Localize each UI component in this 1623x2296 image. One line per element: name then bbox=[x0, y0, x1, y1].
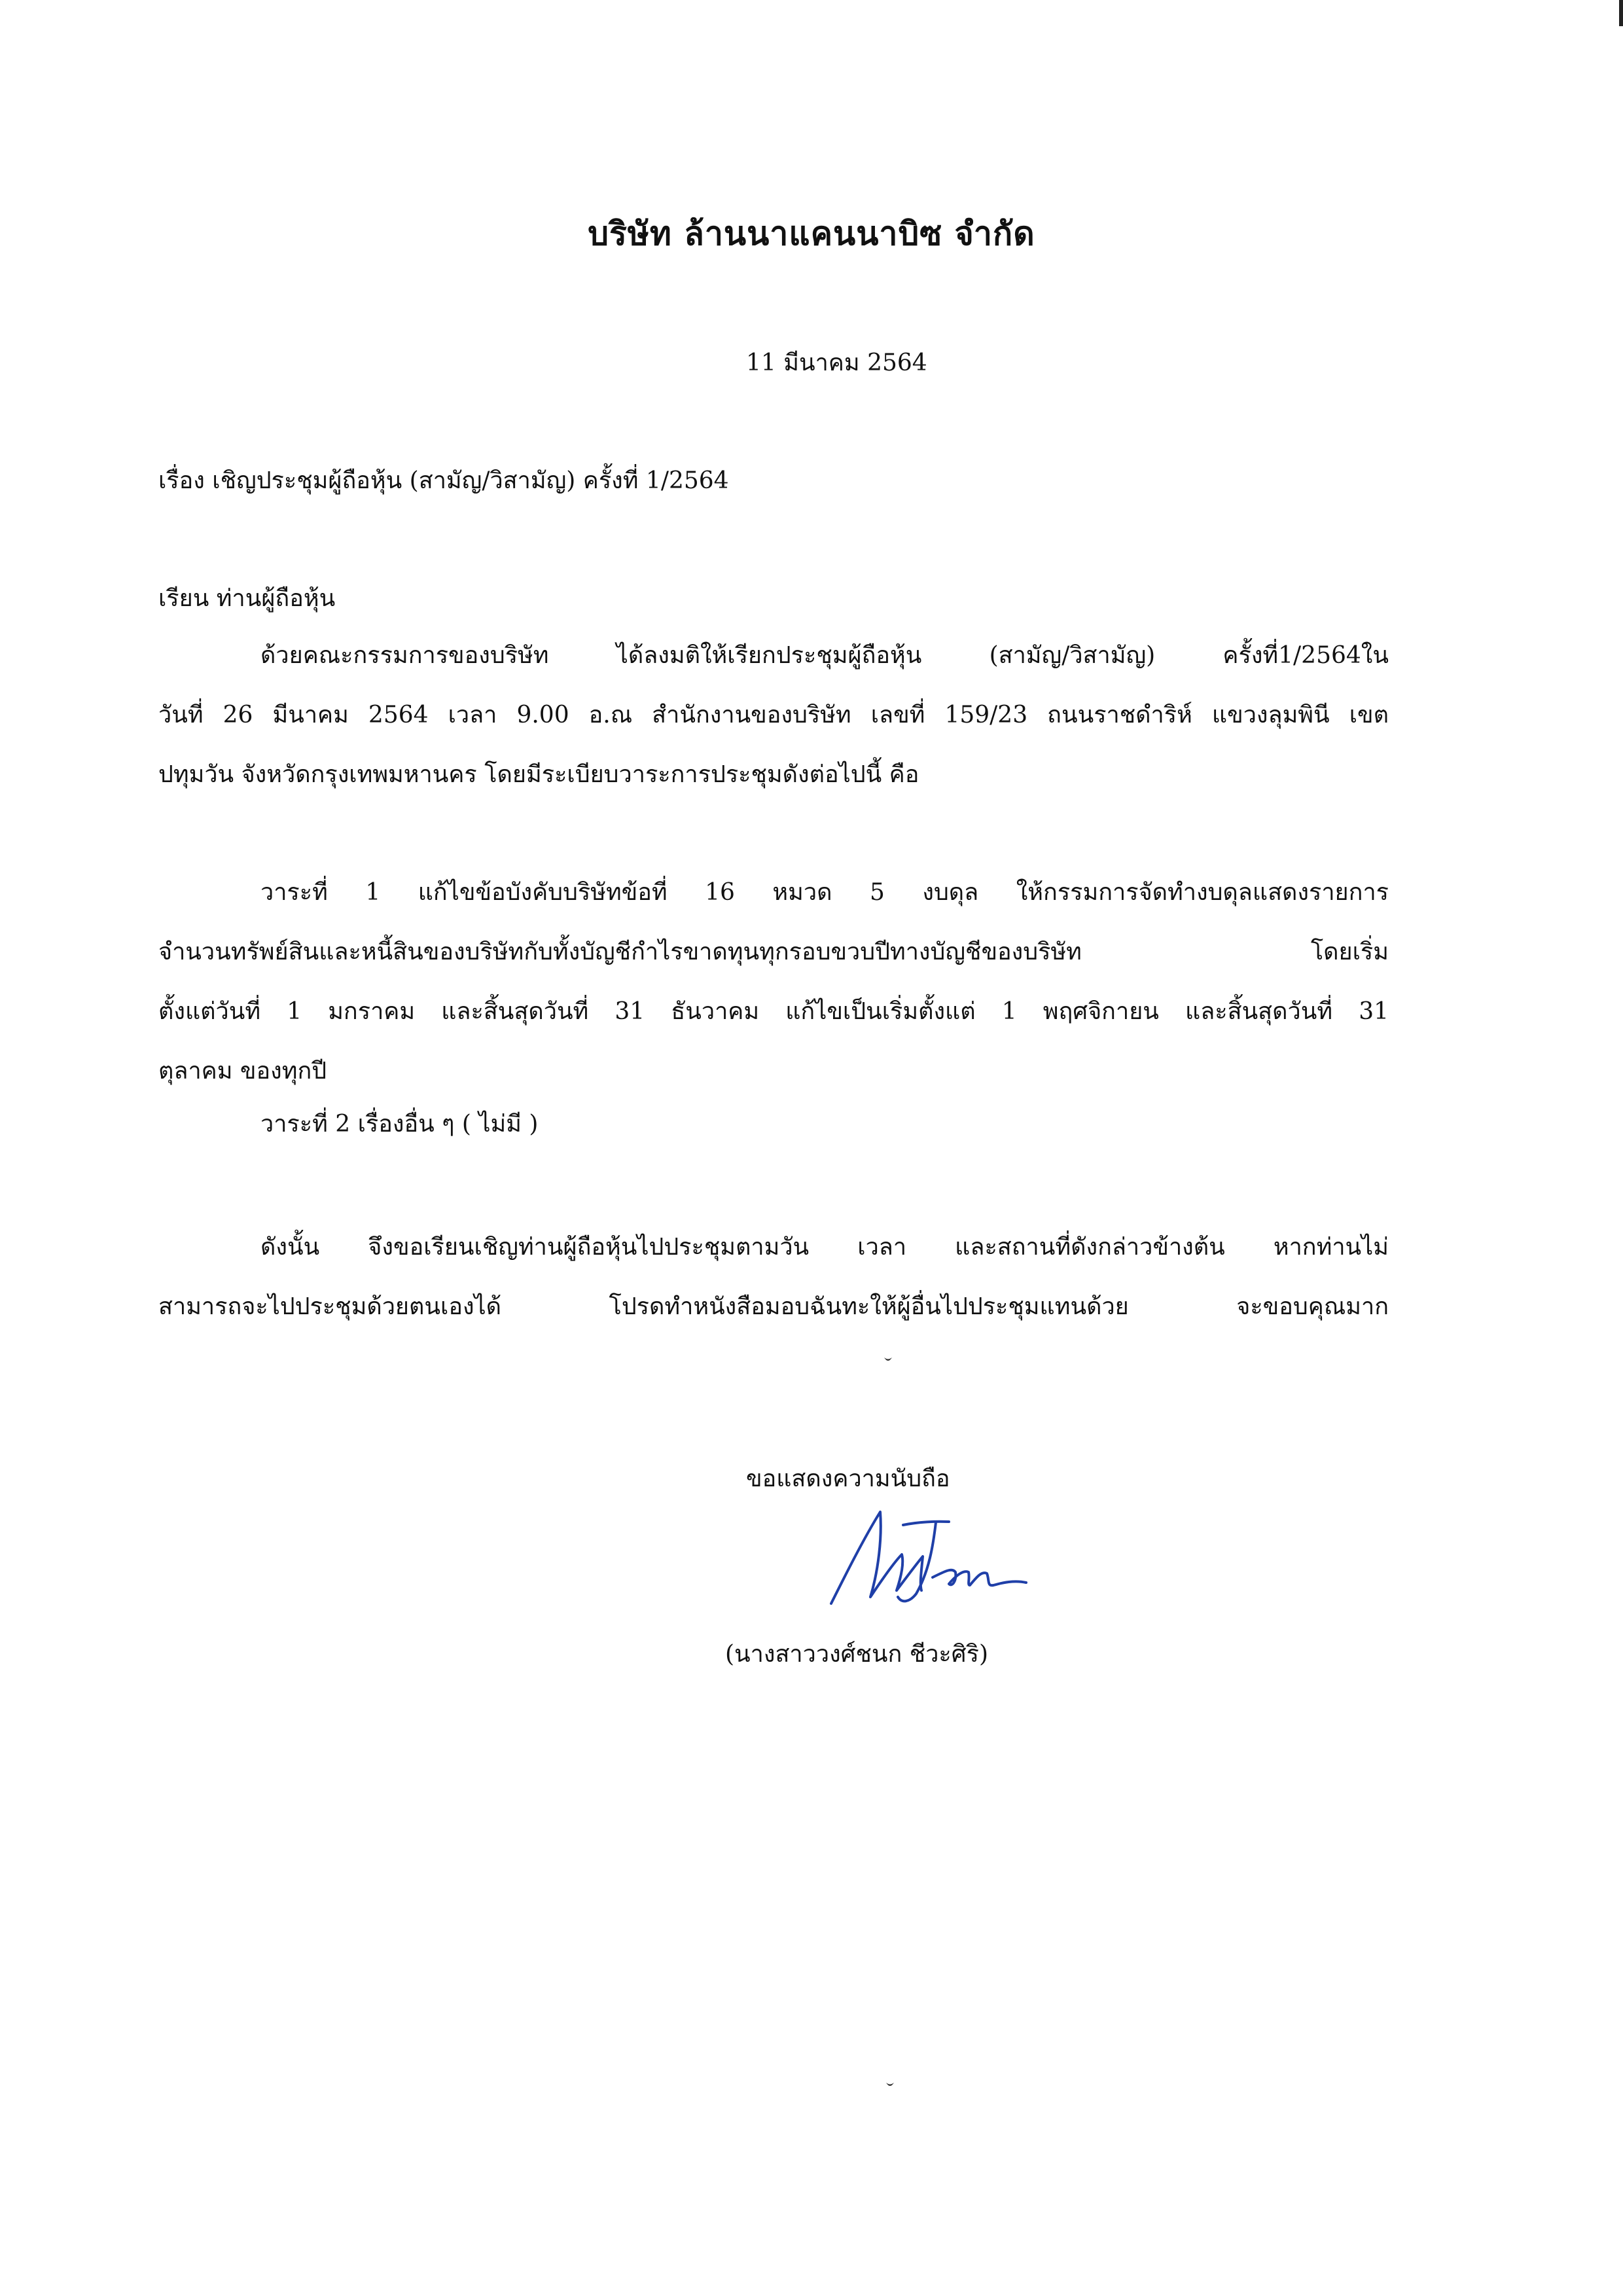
scan-speck-icon bbox=[885, 2081, 895, 2089]
agenda-item-1 bbox=[158, 863, 1389, 1101]
paragraph-meeting-notice bbox=[158, 626, 1389, 804]
letter-salutation: เรียน ท่านผู้ถือหุ้น bbox=[158, 585, 336, 612]
scan-speck-icon bbox=[883, 1356, 893, 1364]
paragraph-line: ปทุมวัน จังหวัดกรุงเทพมหานคร โดยมีระเบียบวาระการประชุมดังต่อไปนี้ คือ bbox=[158, 761, 919, 788]
agenda-line: ตุลาคม ของทุกปี bbox=[158, 1058, 327, 1085]
signer-name: (นางสาววงศ์ชนก ชีวะศิริ) bbox=[725, 1641, 988, 1668]
closing-phrase: ขอแสดงความนับถือ bbox=[746, 1465, 950, 1492]
letter-subject: เรื่อง เชิญประชุมผู้ถือหุ้น (สามัญ/วิสามัญ) ครั้งที่ 1/2564 bbox=[158, 467, 729, 494]
paragraph-line: สามารถจะไปประชุมด้วยตนเองได้ โปรดทำหนังสือมอบฉันทะให้ผู้อื่นไปประชุมแทนด้วย จะขอบคุณมาก bbox=[158, 1293, 1389, 1320]
letter-date: 11 มีนาคม 2564 bbox=[746, 350, 927, 376]
paragraph-invitation bbox=[158, 1217, 1389, 1336]
paragraph-line: วันที่ 26 มีนาคม 2564 เวลา 9.00 อ.ณ สำนักงานของบริษัท เลขที่ 159/23 ถนนราชดำริห์ แขวงลุมพินี เขต bbox=[158, 702, 1389, 728]
agenda-item-2: วาระที่ 2 เรื่องอื่น ๆ ( ไม่มี ) bbox=[260, 1111, 539, 1138]
signature-icon bbox=[818, 1499, 1041, 1617]
scan-edge-mark bbox=[1619, 0, 1623, 26]
paragraph-line: ดังนั้น จึงขอเรียนเชิญท่านผู้ถือหุ้นไปประชุมตามวัน เวลา และสถานที่ดังกล่าวข้างต้น หากท่านไม่ bbox=[260, 1234, 1389, 1261]
signature-strokes bbox=[831, 1512, 1026, 1604]
agenda-line: จำนวนทรัพย์สินและหนี้สินของบริษัทกับทั้งบัญชีกำไรขาดทุนทุกรอบขวบปีทางบัญชีของบริษัท โดยเริ่ม bbox=[158, 939, 1389, 965]
agenda-line: ตั้งแต่วันที่ 1 มกราคม และสิ้นสุดวันที่ 31 ธันวาคม แก้ไขเป็นเริ่มตั้งแต่ 1 พฤศจิกายน และสิ้นสุดวันที่ 31 bbox=[158, 998, 1389, 1025]
agenda-line: วาระที่ 1 แก้ไขข้อบังคับบริษัทข้อที่ 16 หมวด 5 งบดุล ให้กรรมการจัดทำงบดุลแสดงรายการ bbox=[260, 879, 1389, 906]
company-name: บริษัท ล้านนาแคนนาบิซ จำกัด bbox=[588, 214, 1035, 253]
paragraph-line: ด้วยคณะกรรมการของบริษัท ได้ลงมติให้เรียกประชุมผู้ถือหุ้น (สามัญ/วิสามัญ) ครั้งที่1/2564ใน bbox=[260, 642, 1389, 669]
